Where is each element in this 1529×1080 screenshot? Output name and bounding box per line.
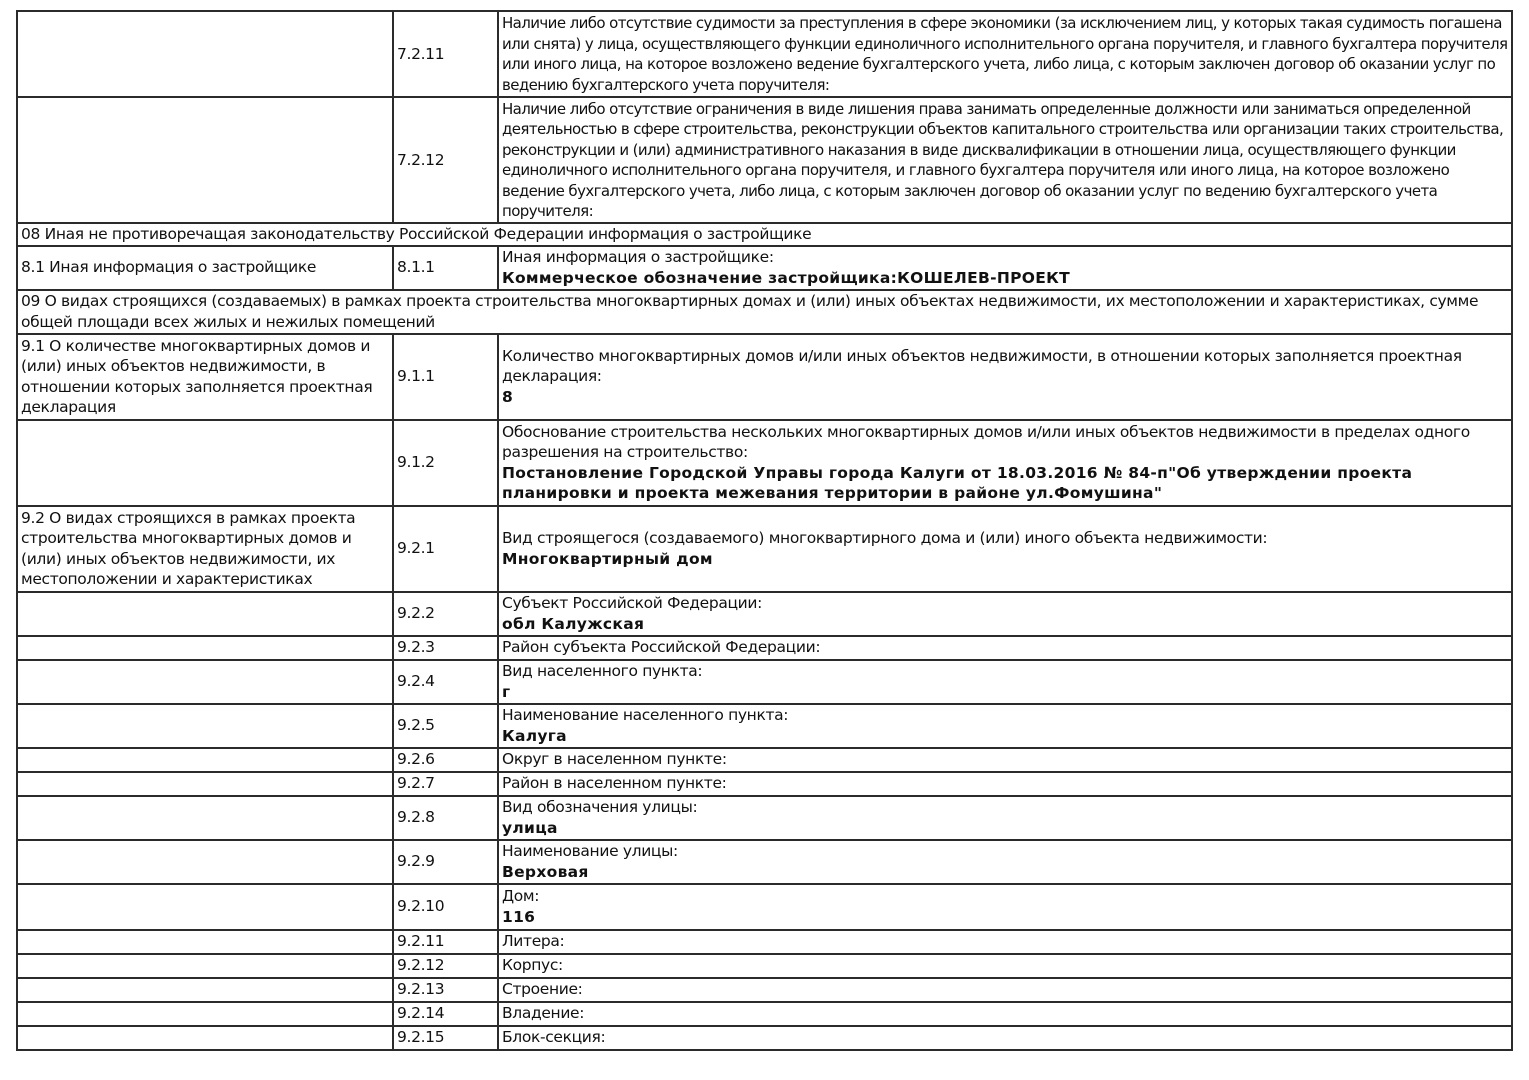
field-label: Наличие либо отсутствие судимости за преступления в сфере экономики (за исключением лиц, у которых такая судимость погашена или снята) у лица, осуществляющего функции единоличного исполнительного органа поручителя, и главного бухгалтера поручителя или иного лица, на которое возложено ведение бухгалтерского учета, либо лица, с которым заключен договор об оказании услуг по ведению бухгалтерского учета поручителя: [498,11,1512,97]
group-cell [17,954,393,978]
table-row [17,592,1512,636]
code-cell: 9.2.10 [393,884,498,930]
field-value: Многоквартирный дом [502,549,713,568]
group-cell [17,704,393,748]
group-cell [17,660,393,704]
field-value: Калуга [502,726,567,745]
group-cell [17,772,393,796]
group-cell [17,930,393,954]
table-row [17,954,1512,978]
field-value: г [502,682,511,701]
field-label: Обоснование строительства нескольких многоквартирных домов и/или иных объектов недвижимости в пределах одного разрешения на строительство: [502,422,1470,461]
group-cell [17,97,393,223]
field-label: Иная информация о застройщике: [502,248,774,266]
field-value: 8 [502,387,514,406]
field-label: Количество многоквартирных домов и/или иных объектов недвижимости, в отношении которых заполняется проектная декларация: [502,346,1462,386]
field-label: Дом: [502,887,540,905]
table-row [17,704,1512,748]
field-cell [498,420,1512,506]
table-row [17,1002,1512,1026]
field-cell [498,334,1512,420]
field-label: Округ в населенном пункте: [498,748,1512,772]
field-cell [498,592,1512,636]
code-cell: 9.2.2 [393,592,498,636]
code-cell: 9.2.6 [393,748,498,772]
field-label: Район в населенном пункте: [498,772,1512,796]
code-cell: 9.2.14 [393,1002,498,1026]
field-value: 116 [502,907,536,926]
field-cell [498,704,1512,748]
code-cell: 9.2.7 [393,772,498,796]
field-value: Коммерческое обозначение застройщика:КОШЕЛЕВ-ПРОЕКТ [502,268,1070,287]
code-cell: 9.2.12 [393,954,498,978]
field-label: Владение: [498,1002,1512,1026]
field-label: Субъект Российской Федерации: [502,594,762,612]
group-cell [17,840,393,884]
table-row [17,748,1512,772]
code-cell: 9.2.4 [393,660,498,704]
group-cell [17,978,393,1002]
code-cell: 9.1.2 [393,420,498,506]
field-label: Наименование населенного пункта: [502,706,789,724]
table-row [17,506,1512,592]
field-value: Постановление Городской Управы города Калуги от 18.03.2016 № 84-п"Об утверждении проекта планировки и проекта межевания территории в районе ул.Фомушина" [502,463,1413,502]
declaration-table [16,10,1513,1051]
code-cell: 9.2.3 [393,636,498,660]
table-row [17,11,1512,97]
table-row [17,772,1512,796]
group-cell [17,748,393,772]
group-cell [17,1026,393,1050]
table-row [17,978,1512,1002]
group-cell [17,884,393,930]
field-label: Район субъекта Российской Федерации: [498,636,1512,660]
table-row [17,97,1512,223]
code-cell: 9.2.8 [393,796,498,840]
section-header-row [17,290,1512,334]
declaration-document [16,10,1513,1051]
group-cell [17,420,393,506]
field-cell [498,246,1512,290]
field-value: обл Калужская [502,614,645,633]
table-row [17,796,1512,840]
section-title: 09 О видах строящихся (создаваемых) в рамках проекта строительства многоквартирных домах и (или) иных объектах недвижимости, их местоположении и характеристиках, сумме общей площади всех жилых и нежилых помещений [17,290,1512,334]
group-cell [17,11,393,97]
code-cell: 9.2.15 [393,1026,498,1050]
group-cell [17,796,393,840]
field-label: Вид обозначения улицы: [502,798,698,816]
code-cell: 9.2.5 [393,704,498,748]
field-label: Корпус: [498,954,1512,978]
group-cell [17,592,393,636]
table-row [17,930,1512,954]
code-cell: 9.2.11 [393,930,498,954]
group-cell: 9.2 О видах строящихся в рамках проекта строительства многоквартирных домов и (или) иных объектов недвижимости, их местоположении и характеристиках [17,506,393,592]
table-row [17,420,1512,506]
table-row [17,1026,1512,1050]
group-cell: 9.1 О количестве многоквартирных домов и (или) иных объектов недвижимости, в отношении которых заполняется проектная декларация [17,334,393,420]
field-label: Литера: [498,930,1512,954]
code-cell: 9.2.9 [393,840,498,884]
table-row [17,884,1512,930]
field-cell [498,884,1512,930]
field-value: Верховая [502,862,589,881]
field-cell [498,506,1512,592]
field-label: Вид строящегося (создаваемого) многоквартирного дома и (или) иного объекта недвижимости: [502,529,1268,547]
table-row [17,334,1512,420]
field-label: Блок-секция: [498,1026,1512,1050]
group-cell [17,636,393,660]
field-label: Вид населенного пункта: [502,662,703,680]
field-label: Наличие либо отсутствие ограничения в виде лишения права занимать определенные должности или заниматься определенной деятельностью в сфере строительства, реконструкции объектов капитального строительства или организации таких строительства, реконструкции и (или) административного наказания в виде дисквалификации в отношении лица, осуществляющего функции единоличного исполнительного органа поручителя, и главного бухгалтера поручителя или иного лица, на которое возложено ведение бухгалтерского учета, либо лица, с которым заключен договор об оказании услуг по ведению бухгалтерского учета поручителя: [498,97,1512,223]
group-cell: 8.1 Иная информация о застройщике [17,246,393,290]
field-cell [498,840,1512,884]
code-cell: 8.1.1 [393,246,498,290]
section-title: 08 Иная не противоречащая законодательству Российской Федерации информация о застройщике [17,223,1512,246]
field-label: Строение: [498,978,1512,1002]
table-row [17,840,1512,884]
field-value: улица [502,818,558,837]
field-cell [498,796,1512,840]
field-label: Наименование улицы: [502,842,678,860]
table-row [17,660,1512,704]
field-cell [498,660,1512,704]
code-cell: 9.2.1 [393,506,498,592]
code-cell: 9.1.1 [393,334,498,420]
code-cell: 7.2.12 [393,97,498,223]
table-row [17,636,1512,660]
table-row [17,246,1512,290]
section-header-row [17,223,1512,246]
group-cell [17,1002,393,1026]
code-cell: 7.2.11 [393,11,498,97]
code-cell: 9.2.13 [393,978,498,1002]
